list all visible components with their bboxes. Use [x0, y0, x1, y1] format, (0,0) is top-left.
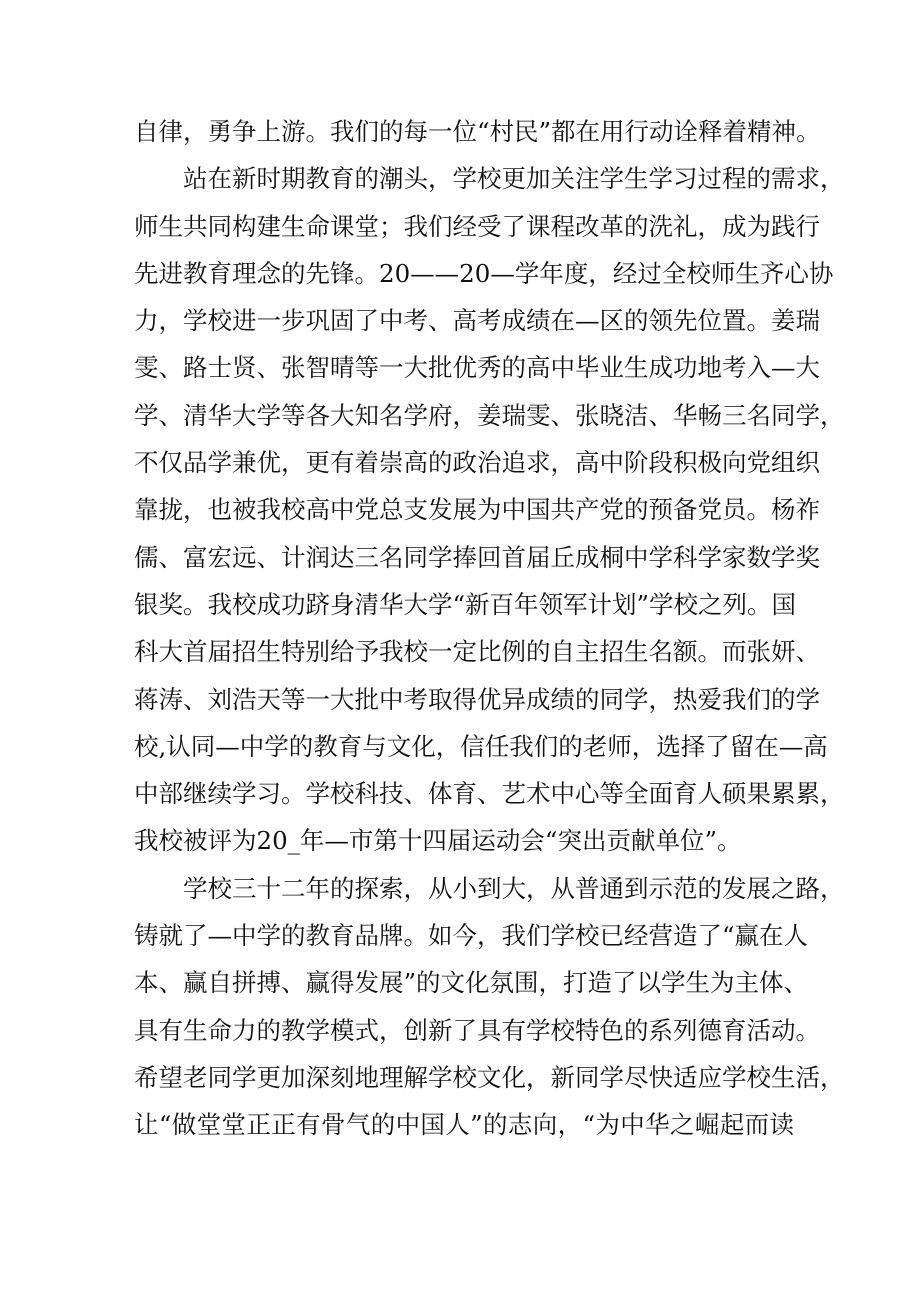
text-line: 不仅品学兼优，更有着崇高的政治追求，高中阶段积极向党组织	[134, 448, 820, 478]
text-line: 银奖。我校成功跻身清华大学“新百年领军计划”学校之列。国	[134, 589, 797, 619]
text-line: 校,认同—中学的教育与文化，信任我们的老师，选择了留在—高	[134, 731, 828, 761]
paragraph-last-line: 我校被评为20_年—市第十四届运动会“突出贡献单位”。	[134, 826, 742, 856]
text-line: 本、赢自拼搏、赢得发展”的文化氛围，打造了以学生为主体、	[134, 968, 809, 998]
text-line: 先进教育理念的先锋。20——20—学年度，经过全校师生齐心协	[134, 258, 834, 288]
text-line: 靠拢，也被我校高中党总支发展为中国共产党的预备党员。杨祚	[134, 495, 820, 525]
paragraph-first-line: 站在新时期教育的潮头，学校更加关注学生学习过程的需求，	[183, 164, 845, 194]
body-text	[134, 108, 845, 1149]
text-line: 希望老同学更加深刻地理解学校文化，新同学尽快适应学校生活，	[134, 1062, 845, 1092]
text-line: 雯、路士贤、张智晴等一大批优秀的高中毕业生成功地考入—大	[134, 353, 820, 383]
text-line: 让“做堂堂正正有骨气的中国人”的志向，“为中华之崛起而读	[134, 1110, 794, 1140]
text-line: 自律，勇争上游。我们的每一位“村民”都在用行动诠释着精神。	[134, 117, 821, 146]
text-line: 中部继续学习。学校科技、体育、艺术中心等全面育人硕果累累，	[134, 779, 845, 809]
text-line: 具有生命力的教学模式，创新了具有学校特色的系列德育活动。	[134, 1015, 820, 1045]
text-line: 蒋涛、刘浩天等一大批中考取得优异成绩的同学，热爱我们的学	[134, 684, 820, 714]
text-line: 学、清华大学等各大知名学府，姜瑞雯、张晓洁、华畅三名同学，	[134, 400, 845, 430]
text-line: 师生共同构建生命课堂；我们经受了课程改革的洗礼，成为践行	[134, 211, 820, 241]
text-line: 铸就了—中学的教育品牌。如今，我们学校已经营造了“赢在人	[134, 921, 809, 951]
text-line: 儒、富宏远、计润达三名同学捧回首届丘成桐中学科学家数学奖	[134, 542, 820, 572]
text-line: 科大首届招生特别给予我校一定比例的自主招生名额。而张妍、	[134, 637, 820, 667]
paragraph-first-line: 学校三十二年的探索，从小到大，从普通到示范的发展之路，	[183, 873, 845, 903]
text-line: 力，学校进一步巩固了中考、高考成绩在—区的领先位置。姜瑞	[134, 306, 820, 336]
